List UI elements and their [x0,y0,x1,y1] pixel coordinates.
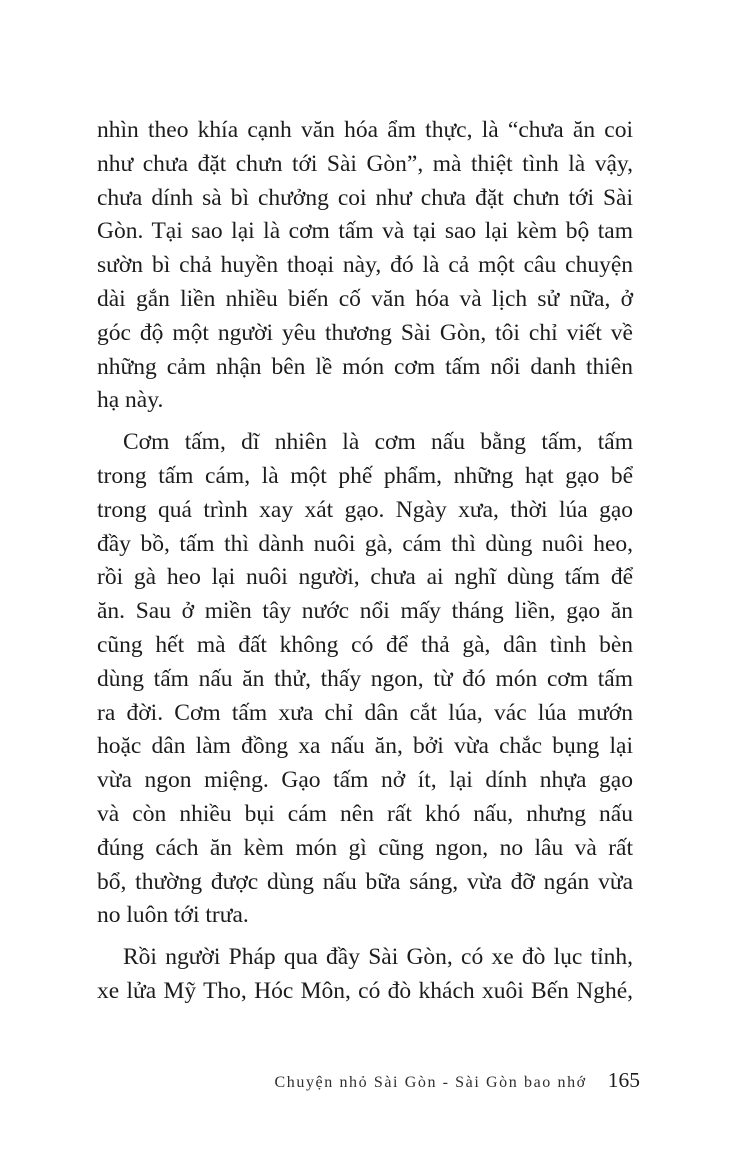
text-line: dùng tấm nấu ăn thử, thấy ngon, từ đó món cơm tấm [97,665,633,692]
running-title: Chuyện nhỏ Sài Gòn - Sài Gòn bao nhớ [274,1074,587,1091]
text-line: Rồi người Pháp qua đầy Sài Gòn, có xe đò lục tỉnh, [123,944,633,971]
text-line: ra đời. Cơm tấm xưa chỉ dân cắt lúa, vác lúa mướn [97,699,633,726]
text-line: trong tấm cám, là một phế phẩm, những hạt gạo bể [97,462,633,489]
text-line: như chưa đặt chưn tới Sài Gòn”, mà thiệt tình là vậy, [97,150,633,177]
text-line: Gòn. Tại sao lại là cơm tấm và tại sao lại kèm bộ tam [97,218,633,245]
text-line: xe lửa Mỹ Tho, Hóc Môn, có đò khách xuôi Bến Nghé, [97,977,633,1004]
text-line: và còn nhiều bụi cám nên rất khó nấu, nhưng nấu [97,800,633,827]
text-line: hạ này. [97,387,164,414]
page-text-block [97,114,633,1009]
text-line: ăn. Sau ở miền tây nước nổi mấy tháng liền, gạo ăn [97,598,633,625]
text-line: đúng cách ăn kèm món gì cũng ngon, no lâu và rất [97,834,633,861]
text-line: vừa ngon miệng. Gạo tấm nở ít, lại dính nhựa gạo [97,767,633,794]
text-line: trong quá trình xay xát gạo. Ngày xưa, thời lúa gạo [97,496,633,523]
paragraph [97,941,633,1009]
text-line: góc độ một người yêu thương Sài Gòn, tôi chỉ viết về [97,319,633,346]
text-line: Cơm tấm, dĩ nhiên là cơm nấu bằng tấm, tấm [123,429,633,456]
page-footer [97,1068,640,1092]
text-line: sườn bì chả huyền thoại này, đó là cả một câu chuyện [97,252,633,279]
text-line: nhìn theo khía cạnh văn hóa ẩm thực, là “chưa ăn coi [97,117,633,143]
text-line: bổ, thường được dùng nấu bữa sáng, vừa đỡ ngán vừa [97,868,633,895]
text-line: rồi gà heo lại nuôi người, chưa ai nghĩ dùng tấm để [97,564,633,591]
text-line: đầy bồ, tấm thì dành nuôi gà, cám thì dùng nuôi heo, [97,530,633,557]
text-line: chưa dính sà bì chưởng coi như chưa đặt chưn tới Sài [97,184,633,211]
text-line: những cảm nhận bên lề món cơm tấm nổi danh thiên [97,353,633,380]
text-line: no luôn tới trưa. [97,902,249,929]
text-line: cũng hết mà đất không có để thả gà, dân tình bèn [97,631,633,658]
text-line: dài gắn liền nhiều biến cố văn hóa và lịch sử nữa, ở [97,285,633,312]
text-line: hoặc dân làm đồng xa nấu ăn, bởi vừa chắc bụng lại [97,733,633,760]
paragraph [97,426,633,933]
paragraph [97,114,633,418]
page-number: 165 [607,1068,640,1092]
